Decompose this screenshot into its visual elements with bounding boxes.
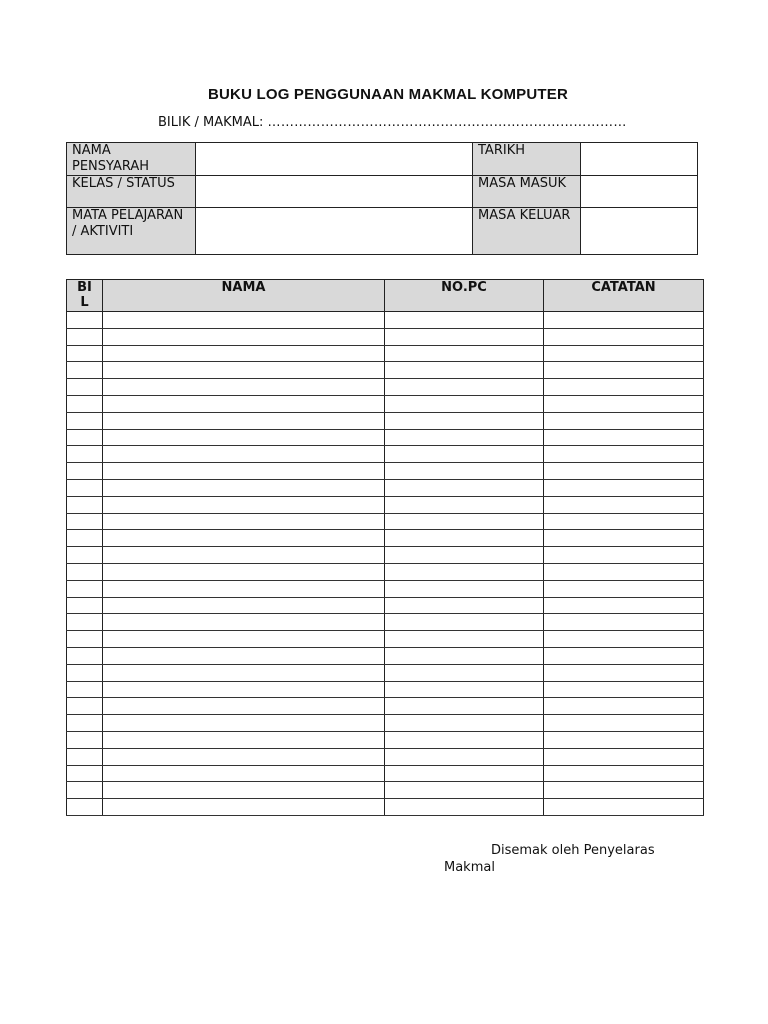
bil-cell[interactable]: [67, 547, 103, 564]
lecturer-name-field[interactable]: [196, 143, 473, 176]
no-pc-cell[interactable]: [385, 715, 544, 732]
catatan-cell[interactable]: [544, 463, 704, 480]
no-pc-cell[interactable]: [385, 513, 544, 530]
table-row: [67, 345, 704, 362]
bil-cell[interactable]: [67, 513, 103, 530]
nama-cell[interactable]: [103, 513, 385, 530]
class-status-field[interactable]: [196, 176, 473, 208]
header-catatan: CATATAN: [544, 280, 704, 312]
catatan-cell[interactable]: [544, 362, 704, 379]
catatan-cell[interactable]: [544, 715, 704, 732]
table-row: [67, 379, 704, 396]
table-row: [67, 782, 704, 799]
table-row: [67, 362, 704, 379]
catatan-cell[interactable]: [544, 496, 704, 513]
nama-cell[interactable]: [103, 748, 385, 765]
no-pc-cell[interactable]: [385, 748, 544, 765]
no-pc-cell[interactable]: [385, 362, 544, 379]
nama-cell[interactable]: [103, 362, 385, 379]
no-pc-cell[interactable]: [385, 782, 544, 799]
catatan-cell[interactable]: [544, 563, 704, 580]
no-pc-cell[interactable]: [385, 312, 544, 329]
catatan-cell[interactable]: [544, 547, 704, 564]
table-row: [67, 731, 704, 748]
bil-cell[interactable]: [67, 748, 103, 765]
no-pc-cell[interactable]: [385, 479, 544, 496]
bil-cell[interactable]: [67, 698, 103, 715]
bil-cell[interactable]: [67, 765, 103, 782]
nama-cell[interactable]: [103, 597, 385, 614]
table-row: [67, 597, 704, 614]
bil-cell[interactable]: [67, 379, 103, 396]
bil-cell[interactable]: [67, 496, 103, 513]
catatan-cell[interactable]: [544, 345, 704, 362]
nama-cell[interactable]: [103, 715, 385, 732]
no-pc-cell[interactable]: [385, 345, 544, 362]
no-pc-cell[interactable]: [385, 496, 544, 513]
catatan-cell[interactable]: [544, 580, 704, 597]
no-pc-cell[interactable]: [385, 647, 544, 664]
table-row: [67, 715, 704, 732]
nama-cell[interactable]: [103, 799, 385, 816]
table-row: [67, 463, 704, 480]
table-row: [67, 395, 704, 412]
no-pc-cell[interactable]: [385, 429, 544, 446]
nama-cell[interactable]: [103, 328, 385, 345]
class-status-label: KELAS / STATUS: [67, 176, 196, 208]
table-row: [67, 530, 704, 547]
nama-cell[interactable]: [103, 412, 385, 429]
bil-cell[interactable]: [67, 312, 103, 329]
catatan-cell[interactable]: [544, 748, 704, 765]
nama-cell[interactable]: [103, 429, 385, 446]
nama-cell[interactable]: [103, 731, 385, 748]
bil-cell[interactable]: [67, 362, 103, 379]
table-row: [67, 547, 704, 564]
nama-cell[interactable]: [103, 681, 385, 698]
table-row: [67, 698, 704, 715]
nama-cell[interactable]: [103, 463, 385, 480]
nama-cell[interactable]: [103, 530, 385, 547]
bil-cell[interactable]: [67, 681, 103, 698]
nama-cell[interactable]: [103, 631, 385, 648]
subject-activity-field[interactable]: [196, 208, 473, 255]
no-pc-cell[interactable]: [385, 765, 544, 782]
log-rows: [67, 312, 704, 816]
bil-cell[interactable]: [67, 799, 103, 816]
catatan-cell[interactable]: [544, 664, 704, 681]
document-title: BUKU LOG PENGGUNAAN MAKMAL KOMPUTER: [207, 86, 569, 103]
catatan-cell[interactable]: [544, 765, 704, 782]
room-fill-line: ………………………………………………………………………: [267, 115, 627, 130]
verified-by-line2: Makmal: [444, 860, 495, 875]
catatan-cell[interactable]: [544, 429, 704, 446]
verified-by-line1: Disemak oleh Penyelaras: [491, 843, 655, 858]
nama-cell[interactable]: [103, 563, 385, 580]
nama-cell[interactable]: [103, 446, 385, 463]
bil-cell[interactable]: [67, 530, 103, 547]
catatan-cell[interactable]: [544, 681, 704, 698]
bil-cell[interactable]: [67, 345, 103, 362]
no-pc-cell[interactable]: [385, 547, 544, 564]
no-pc-cell[interactable]: [385, 664, 544, 681]
nama-cell[interactable]: [103, 496, 385, 513]
catatan-cell[interactable]: [544, 479, 704, 496]
nama-cell[interactable]: [103, 782, 385, 799]
time-in-field[interactable]: [581, 176, 698, 208]
table-row: [67, 664, 704, 681]
nama-cell[interactable]: [103, 664, 385, 681]
time-out-field[interactable]: [581, 208, 698, 255]
no-pc-cell[interactable]: [385, 463, 544, 480]
bil-cell[interactable]: [67, 479, 103, 496]
table-row: [67, 647, 704, 664]
table-row: [67, 312, 704, 329]
table-row: [67, 328, 704, 345]
nama-cell[interactable]: [103, 345, 385, 362]
bil-cell[interactable]: [67, 563, 103, 580]
nama-cell[interactable]: [103, 614, 385, 631]
table-row: [67, 496, 704, 513]
no-pc-cell[interactable]: [385, 631, 544, 648]
catatan-cell[interactable]: [544, 412, 704, 429]
catatan-cell[interactable]: [544, 328, 704, 345]
table-row: [67, 429, 704, 446]
table-row: [67, 513, 704, 530]
bil-cell[interactable]: [67, 782, 103, 799]
catatan-cell[interactable]: [544, 379, 704, 396]
no-pc-cell[interactable]: [385, 446, 544, 463]
no-pc-cell[interactable]: [385, 530, 544, 547]
table-row: [67, 799, 704, 816]
no-pc-cell[interactable]: [385, 580, 544, 597]
no-pc-cell[interactable]: [385, 614, 544, 631]
bil-cell[interactable]: [67, 731, 103, 748]
no-pc-cell[interactable]: [385, 731, 544, 748]
table-row: [67, 580, 704, 597]
nama-cell[interactable]: [103, 312, 385, 329]
nama-cell[interactable]: [103, 580, 385, 597]
bil-cell[interactable]: [67, 429, 103, 446]
bil-cell[interactable]: [67, 328, 103, 345]
table-row: [67, 614, 704, 631]
catatan-cell[interactable]: [544, 530, 704, 547]
catatan-cell[interactable]: [544, 614, 704, 631]
no-pc-cell[interactable]: [385, 412, 544, 429]
table-row: [67, 446, 704, 463]
catatan-cell[interactable]: [544, 647, 704, 664]
no-pc-cell[interactable]: [385, 597, 544, 614]
bil-cell[interactable]: [67, 631, 103, 648]
lecturer-name-label: NAMA PENSYARAH: [67, 143, 196, 176]
subject-activity-label: MATA PELAJARAN / AKTIVITI: [67, 208, 196, 255]
time-in-label: MASA MASUK: [473, 176, 581, 208]
table-row: [67, 631, 704, 648]
catatan-cell[interactable]: [544, 698, 704, 715]
no-pc-cell[interactable]: [385, 698, 544, 715]
no-pc-cell[interactable]: [385, 395, 544, 412]
no-pc-cell[interactable]: [385, 328, 544, 345]
usage-log-table: [66, 279, 704, 816]
bil-cell[interactable]: [67, 647, 103, 664]
table-row: [67, 412, 704, 429]
date-field[interactable]: [581, 143, 698, 176]
bil-cell[interactable]: [67, 463, 103, 480]
room-label: BILIK / MAKMAL:: [158, 115, 264, 130]
time-out-label: MASA KELUAR: [473, 208, 581, 255]
bil-cell[interactable]: [67, 664, 103, 681]
date-label: TARIKH: [473, 143, 581, 176]
table-row: [67, 765, 704, 782]
nama-cell[interactable]: [103, 698, 385, 715]
bil-cell[interactable]: [67, 446, 103, 463]
no-pc-cell[interactable]: [385, 379, 544, 396]
bil-cell[interactable]: [67, 580, 103, 597]
catatan-cell[interactable]: [544, 395, 704, 412]
table-row: [67, 681, 704, 698]
catatan-cell[interactable]: [544, 446, 704, 463]
nama-cell[interactable]: [103, 479, 385, 496]
catatan-cell[interactable]: [544, 799, 704, 816]
no-pc-cell[interactable]: [385, 563, 544, 580]
nama-cell[interactable]: [103, 395, 385, 412]
nama-cell[interactable]: [103, 647, 385, 664]
bil-cell[interactable]: [67, 597, 103, 614]
catatan-cell[interactable]: [544, 513, 704, 530]
catatan-cell[interactable]: [544, 782, 704, 799]
header-no-pc: NO.PC: [385, 280, 544, 312]
bil-cell[interactable]: [67, 715, 103, 732]
catatan-cell[interactable]: [544, 731, 704, 748]
header-bil: BI L: [67, 280, 103, 312]
nama-cell[interactable]: [103, 547, 385, 564]
session-info-table: [66, 142, 698, 255]
no-pc-cell[interactable]: [385, 799, 544, 816]
bil-cell[interactable]: [67, 614, 103, 631]
bil-cell[interactable]: [67, 395, 103, 412]
table-row: [67, 563, 704, 580]
header-nama: NAMA: [103, 280, 385, 312]
catatan-cell[interactable]: [544, 312, 704, 329]
nama-cell[interactable]: [103, 765, 385, 782]
room-line: [158, 115, 627, 130]
no-pc-cell[interactable]: [385, 681, 544, 698]
nama-cell[interactable]: [103, 379, 385, 396]
catatan-cell[interactable]: [544, 631, 704, 648]
catatan-cell[interactable]: [544, 597, 704, 614]
table-row: [67, 748, 704, 765]
table-row: [67, 479, 704, 496]
bil-cell[interactable]: [67, 412, 103, 429]
